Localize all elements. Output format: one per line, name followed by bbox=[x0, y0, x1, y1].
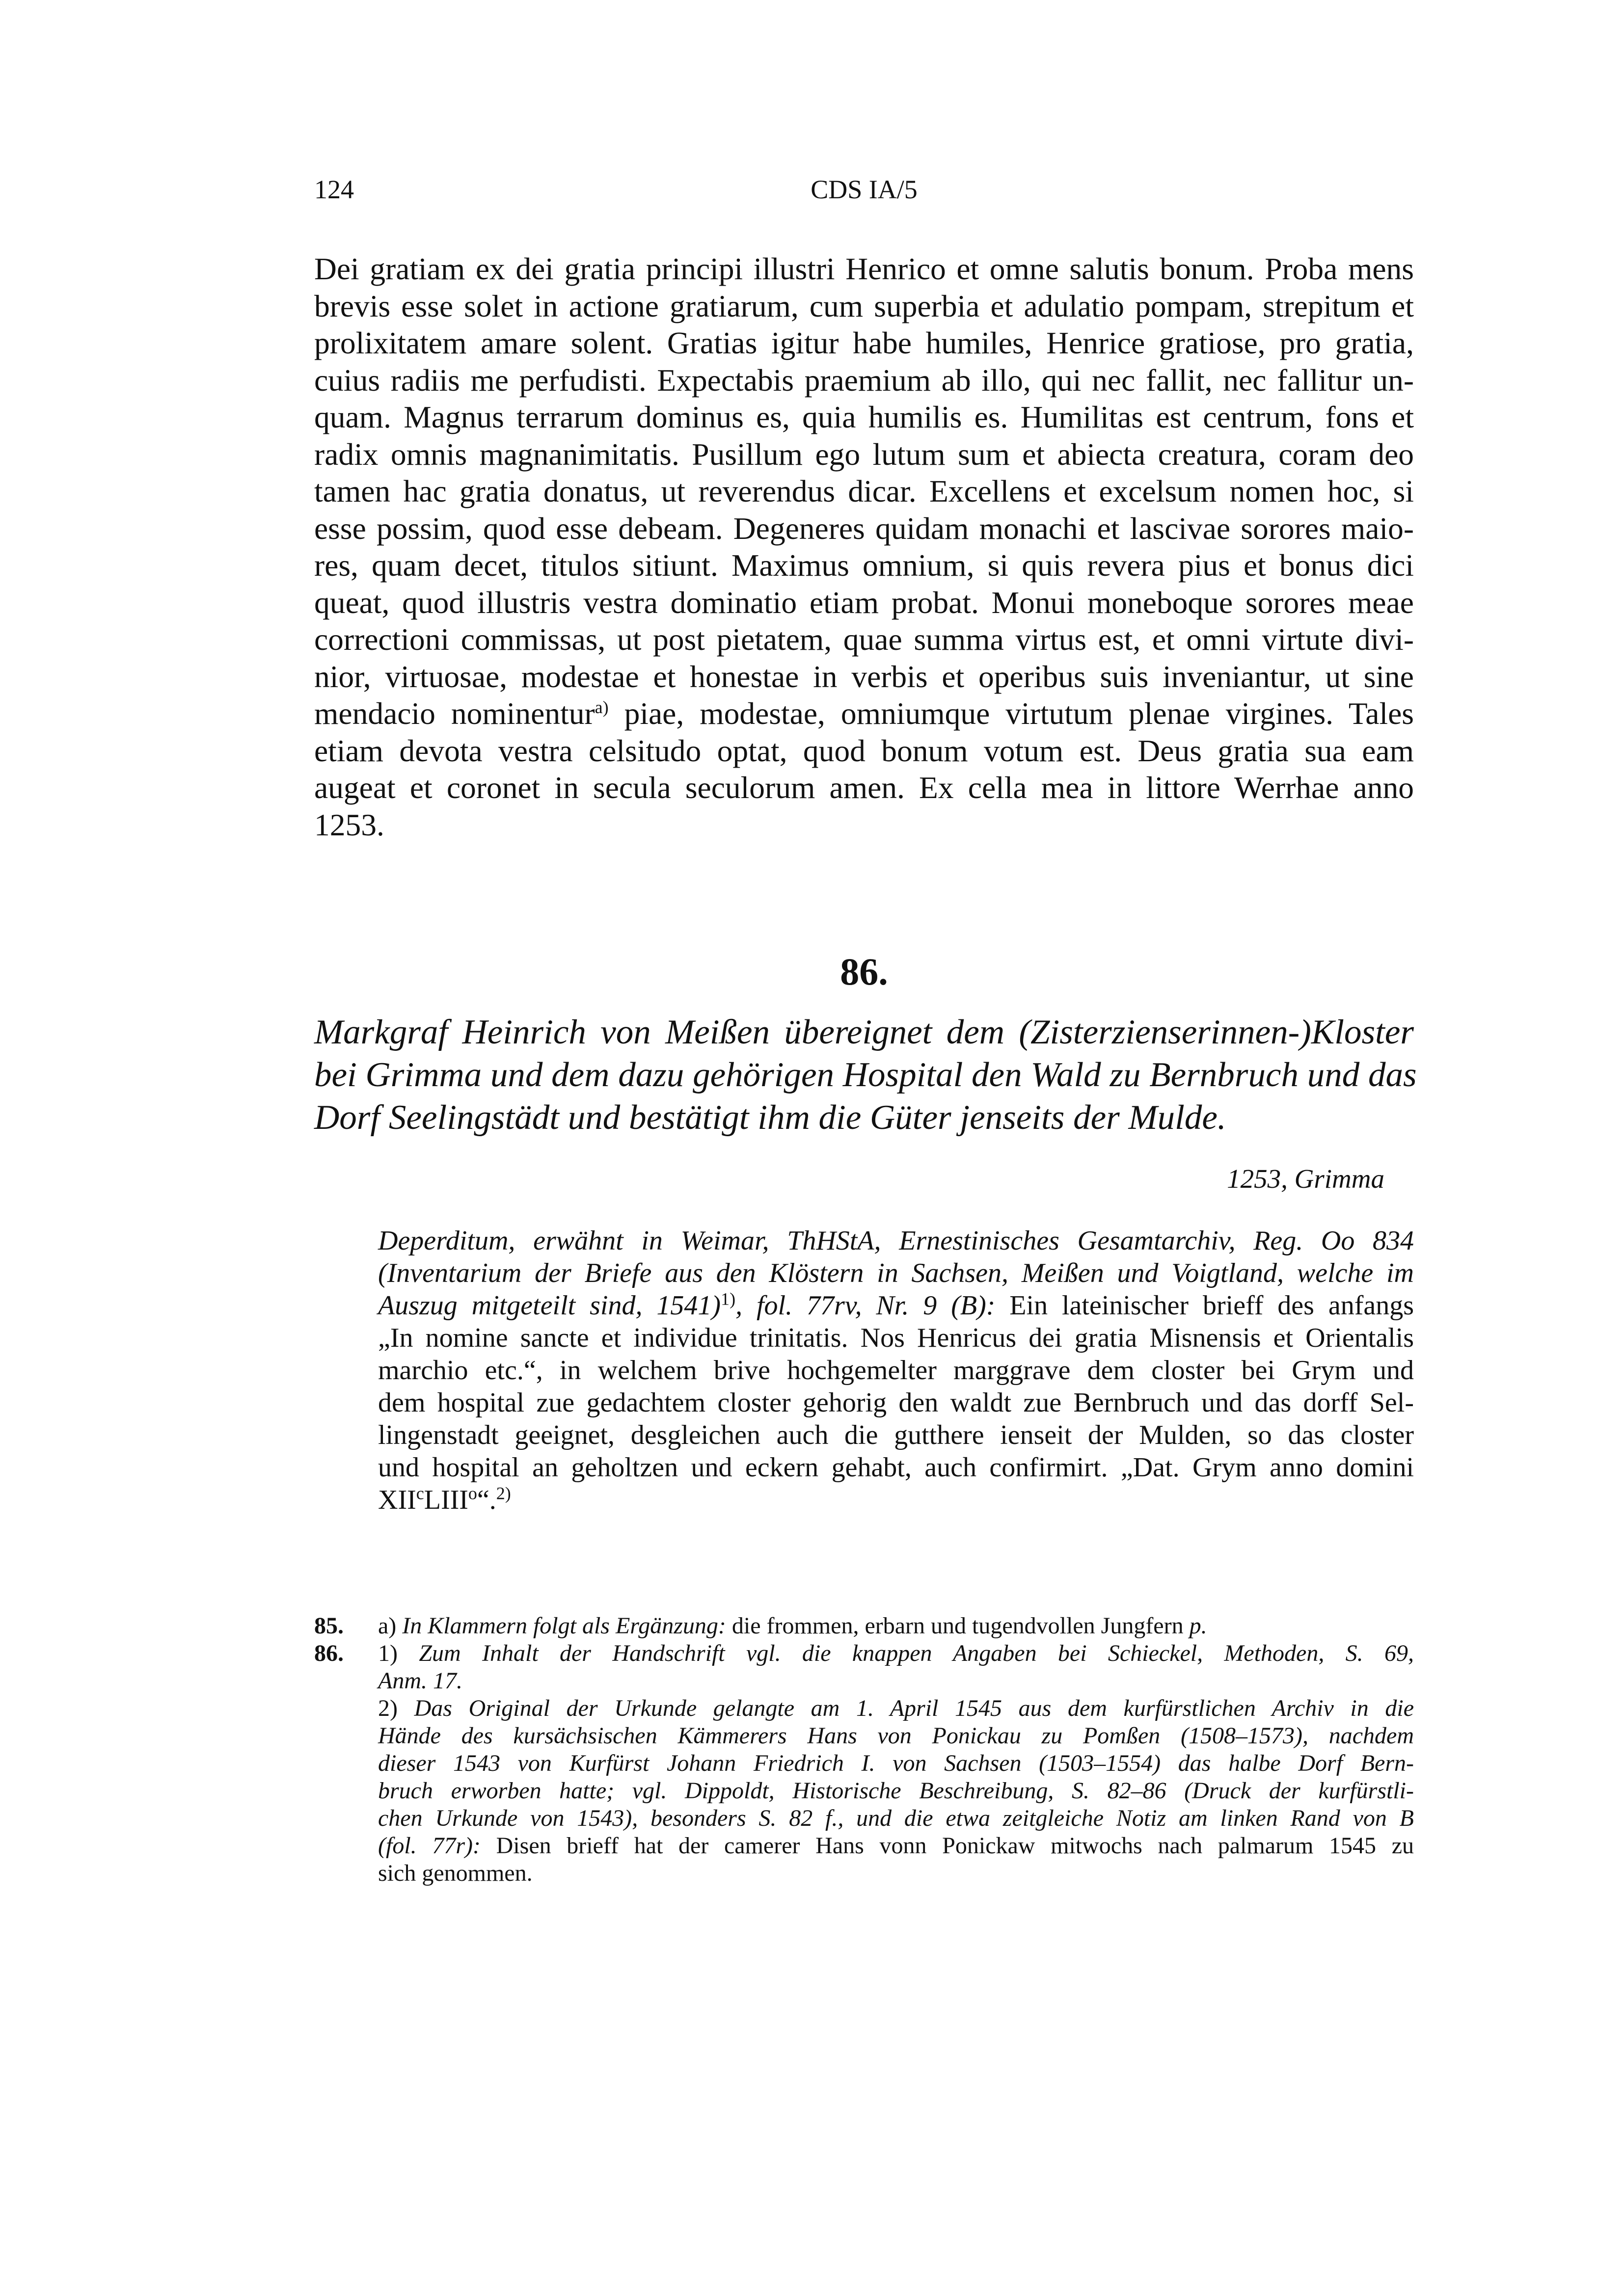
text-fragment: LIII bbox=[424, 1485, 468, 1515]
footnote-marker: 2) bbox=[496, 1483, 511, 1503]
tradition-note bbox=[378, 1225, 1414, 1516]
text-fragment: Das Original der Urkunde gelangte am 1. April 1545 aus dem kurfürstlichen Archiv in die bbox=[414, 1695, 1414, 1721]
text-line: brevis esse solet in actione gratiarum, cum superbia et adulatio pompam, strepitum et bbox=[314, 288, 1414, 323]
text-line: quam. Magnus terrarum dominus es, quia humilis es. Humilitas est centrum, fons et bbox=[314, 400, 1414, 434]
text-fragment: XII bbox=[378, 1485, 416, 1515]
date-place: 1253, Grimma bbox=[1227, 1164, 1384, 1194]
footnote-85 bbox=[314, 1612, 1414, 1640]
tradition-line: dem hospital zue gedachtem closter gehorig den waldt zue Bernbruch und das dorff Sel- bbox=[378, 1388, 1414, 1418]
tradition-line: Deperditum, erwähnt in Weimar, ThHStA, Ernestinisches Gesamtarchiv, Reg. Oo 834 bbox=[378, 1226, 1414, 1256]
page-number: 124 bbox=[314, 175, 354, 204]
footnote-label: 2) bbox=[378, 1695, 414, 1721]
text-fragment: Zum Inhalt der Handschrift vgl. die knappen Angaben bei Schieckel, Methoden, S. 69, bbox=[419, 1640, 1414, 1666]
letter-text bbox=[314, 250, 1414, 843]
text-line: esse possim, quod esse debeam. Degeneres quidam monachi et lascivae sorores maio- bbox=[314, 510, 1414, 546]
footnote-line bbox=[378, 1832, 1414, 1860]
footnote-line bbox=[378, 1612, 1414, 1640]
regest-line: Dorf Seelingstädt und bestätigt ihm die Güter jenseits der Mulde. bbox=[314, 1098, 1226, 1137]
superscript: o bbox=[468, 1483, 477, 1503]
document-number: 86. bbox=[840, 950, 888, 993]
regest bbox=[314, 1011, 1417, 1139]
regest-line: bei Grimma und dem dazu gehörigen Hospital den Wald zu Bernbruch und das bbox=[314, 1056, 1417, 1094]
page-header bbox=[314, 174, 1414, 218]
text-fragment: , fol. 77rv, Nr. 9 (B): bbox=[735, 1290, 996, 1321]
footnote-number: 86. bbox=[314, 1640, 344, 1666]
footnote-marker: a) bbox=[595, 697, 609, 717]
text-line: radix omnis magnanimitatis. Pusillum ego lutum sum et abiecta creatura, coram deo bbox=[314, 436, 1414, 472]
footnote-line: chen Urkunde von 1543), besonders S. 82 f., und die etwa zeitgleiche Notiz am linken Rand von B bbox=[378, 1805, 1414, 1831]
footnotes bbox=[314, 1612, 1414, 1887]
footnote-label: 1) bbox=[378, 1640, 419, 1666]
tradition-line: „In nomine sancte et individue trinitatis. Nos Henricus dei gratia Misnensis et Orientalis bbox=[378, 1323, 1414, 1353]
text-fragment: piae, modestae, omniumque virtutum plenae virgines. Tales bbox=[608, 696, 1414, 731]
tradition-line bbox=[378, 1289, 1414, 1322]
text-fragment: (fol. 77r): bbox=[378, 1833, 481, 1859]
footnote-label: a) bbox=[378, 1613, 403, 1639]
text-line: tamen hac gratia donatus, ut reverendus dicar. Excellens et excelsum nomen hoc, si bbox=[314, 474, 1414, 508]
text-line: queat, quod illustris vestra dominatio etiam probat. Monui moneboque sorores meae bbox=[314, 585, 1414, 620]
footnote-line bbox=[378, 1695, 1414, 1722]
text-fragment: Ein lateinischer brieff des anfangs bbox=[995, 1290, 1414, 1321]
text-line: 1253. bbox=[314, 807, 384, 842]
footnote-line: sich genommen. bbox=[378, 1860, 533, 1886]
tradition-line: marchio etc.“, in welchem brive hochgemelter marggrave dem closter bei Grym und bbox=[378, 1355, 1414, 1386]
text-fragment: “. bbox=[477, 1485, 496, 1515]
tradition-line bbox=[378, 1484, 1414, 1516]
text-line: res, quam decet, titulos sitiunt. Maximus omnium, si quis revera pius et bonus dici bbox=[314, 548, 1414, 583]
footnote-line: Hände des kursächsischen Kämmerers Hans von Ponickau zu Pomßen (1508–1573), nachdem bbox=[378, 1723, 1414, 1749]
text-line-with-footnote bbox=[314, 695, 1414, 732]
text-line: correctioni commissas, ut post pietatem, quae summa virtus est, et omni virtute divi- bbox=[314, 622, 1414, 657]
superscript: c bbox=[416, 1483, 424, 1503]
tradition-line: lingenstadt geeignet, desgleichen auch die gutthere ienseit der Mulden, so das closter bbox=[378, 1420, 1414, 1450]
footnote-number: 85. bbox=[314, 1613, 344, 1639]
footnote-86 bbox=[314, 1640, 1414, 1887]
text-fragment: p. bbox=[1189, 1613, 1207, 1639]
text-fragment: Auszug mitgeteilt sind, 1541) bbox=[378, 1290, 721, 1321]
footnote-line: Anm. 17. bbox=[378, 1668, 462, 1694]
text-line: Dei gratiam ex dei gratia principi illustri Henrico et omne salutis bonum. Proba mens bbox=[314, 251, 1414, 286]
footnote-line: dieser 1543 von Kurfürst Johann Friedrich I. von Sachsen (1503–1554) das halbe Dorf Bern- bbox=[378, 1750, 1414, 1776]
text-line: cuius radiis me perfudisti. Expectabis praemium ab illo, qui nec fallit, nec fallitur un- bbox=[314, 362, 1414, 398]
footnote-line bbox=[378, 1640, 1414, 1667]
text-line: etiam devota vestra celsitudo optat, quod bonum votum est. Deus gratia sua eam bbox=[314, 733, 1414, 768]
text-fragment: die frommen, erbarn und tugendvollen Jungfern bbox=[726, 1613, 1190, 1639]
text-line: augeat et coronet in secula seculorum amen. Ex cella mea in littore Werrhae anno bbox=[314, 770, 1414, 805]
footnote-marker: 1) bbox=[721, 1289, 736, 1309]
footnote-line: bruch erworben hatte; vgl. Dippoldt, Historische Beschreibung, S. 82–86 (Druck der kurfürstli- bbox=[378, 1778, 1414, 1804]
text-line: nior, virtuosae, modestae et honestae in verbis et operibus suis inveniantur, ut sine bbox=[314, 659, 1414, 694]
regest-line: Markgraf Heinrich von Meißen übereignet dem (Zisterzienserinnen-)Kloster bbox=[314, 1013, 1414, 1051]
tradition-line: und hospital an geholtzen und eckern gehabt, auch confirmirt. „Dat. Grym anno domini bbox=[378, 1452, 1414, 1483]
tradition-line: (Inventarium der Briefe aus den Klöstern in Sachsen, Meißen und Voigtland, welche im bbox=[378, 1258, 1414, 1288]
text-fragment: In Klammern folgt als Ergänzung: bbox=[402, 1613, 726, 1639]
text-fragment: Disen brieff hat der camerer Hans vonn Ponickaw mitwochs nach palmarum 1545 zu bbox=[480, 1833, 1414, 1859]
text-fragment: mendacio nominentur bbox=[314, 696, 595, 731]
running-head: CDS IA/5 bbox=[811, 175, 918, 204]
text-line: prolixitatem amare solent. Gratias igitur habe humiles, Henrice gratiose, pro gratia, bbox=[314, 325, 1414, 360]
